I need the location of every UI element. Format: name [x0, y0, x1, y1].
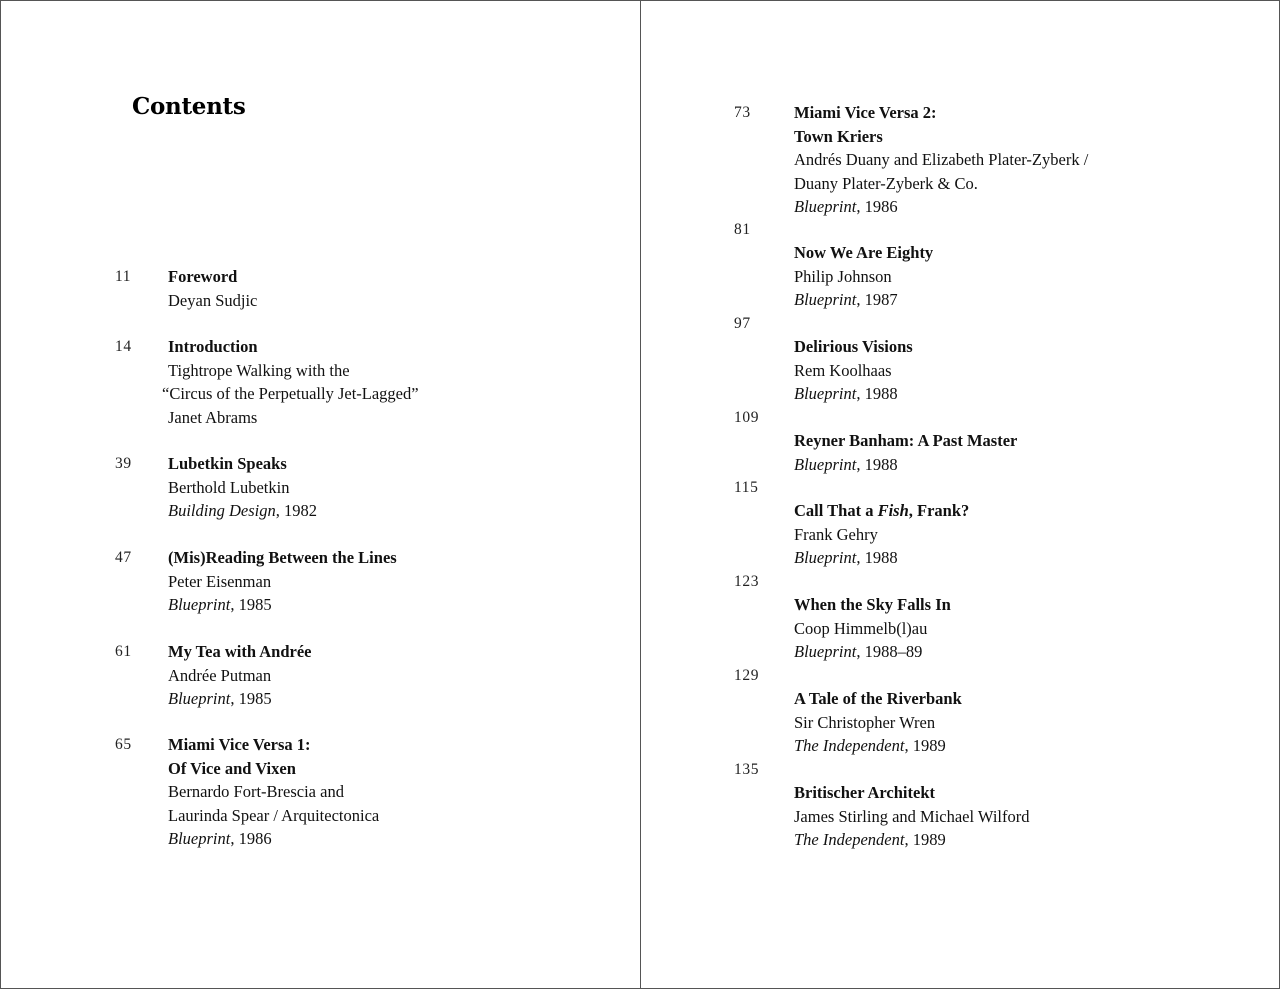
- toc-entry-author: Janet Abrams: [168, 407, 258, 427]
- publication-year: , 1985: [230, 689, 272, 708]
- toc-entry-author: Sir Christopher Wren: [794, 712, 936, 732]
- publication-year: , 1988–89: [856, 642, 923, 661]
- toc-entry-title: Town Kriers: [794, 126, 883, 146]
- publication-year: , 1988: [856, 454, 898, 474]
- toc-entry-source: [168, 593, 397, 617]
- toc-entry-title: Miami Vice Versa 2:: [794, 103, 937, 122]
- publication-year: , 1987: [856, 290, 898, 309]
- toc-entry-source: [794, 288, 933, 312]
- toc-entry[interactable]: [168, 546, 397, 617]
- toc-entry[interactable]: [168, 733, 379, 851]
- toc-page-number: 109: [734, 409, 760, 426]
- toc-entry-source: [168, 687, 311, 711]
- toc-page-number: 65: [115, 736, 132, 753]
- title-text: , Frank?: [908, 501, 970, 520]
- title-text: Call That a: [794, 501, 878, 520]
- publication-name: Blueprint: [794, 548, 857, 567]
- toc-page-number: 73: [734, 104, 751, 121]
- toc-entry-title: Miami Vice Versa 1:: [168, 735, 311, 754]
- publication-year: , 1985: [230, 595, 272, 614]
- toc-page-number: 129: [734, 667, 760, 684]
- toc-entry-title: Reyner Banham: A Past Master: [794, 431, 1018, 450]
- toc-entry-author: Tightrope Walking with the: [168, 360, 350, 380]
- contents-heading: Contents: [132, 93, 246, 120]
- toc-entry-author: “Circus of the Perpetually Jet-Lagged”: [162, 384, 419, 403]
- toc-entry-author: Coop Himmelb(l)au: [794, 618, 928, 638]
- toc-entry-author: Frank Gehry: [794, 524, 878, 544]
- toc-page-number: 135: [734, 761, 760, 778]
- publication-name: Blueprint: [168, 689, 231, 708]
- toc-entry-source: [794, 453, 1017, 477]
- toc-page-number: 123: [734, 573, 760, 590]
- publication-year: , 1982: [275, 501, 317, 520]
- toc-entry-author: Philip Johnson: [794, 266, 892, 286]
- publication-year: , 1986: [856, 197, 898, 216]
- toc-page-number: 14: [115, 338, 132, 355]
- toc-entry-author: Rem Koolhaas: [794, 360, 892, 380]
- publication-name: Blueprint: [794, 454, 857, 474]
- publication-name: Blueprint: [168, 595, 231, 614]
- toc-entry[interactable]: [168, 265, 257, 312]
- publication-year: , 1989: [904, 830, 946, 849]
- toc-entry-source: [168, 827, 379, 851]
- publication-name: Blueprint: [168, 829, 231, 848]
- toc-entry-author: Andrée Putman: [168, 665, 272, 685]
- toc-entry[interactable]: [794, 335, 913, 406]
- toc-page-number: 81: [734, 221, 751, 238]
- toc-entry[interactable]: [168, 640, 311, 711]
- toc-entry-title: [794, 499, 969, 523]
- toc-entry[interactable]: [794, 101, 1088, 219]
- publication-year: , 1986: [230, 829, 272, 848]
- publication-name: Blueprint: [794, 642, 857, 661]
- toc-page-number: 115: [734, 479, 759, 496]
- page-gutter: [640, 1, 641, 988]
- toc-entry[interactable]: [168, 452, 317, 523]
- toc-entry-title: A Tale of the Riverbank: [794, 689, 962, 708]
- toc-entry-title: Now We Are Eighty: [794, 243, 934, 262]
- toc-entry-title: Lubetkin Speaks: [168, 454, 287, 473]
- toc-entry[interactable]: [794, 687, 962, 758]
- toc-page-number: 97: [734, 315, 751, 332]
- toc-entry[interactable]: [794, 593, 951, 664]
- publication-name: The Independent: [794, 736, 905, 755]
- toc-entry-title: (Mis)Reading Between the Lines: [168, 548, 397, 567]
- toc-entry[interactable]: [794, 429, 1017, 476]
- toc-entry-title: When the Sky Falls In: [794, 595, 951, 614]
- toc-entry-title: Britischer Architekt: [794, 783, 935, 802]
- toc-entry-source: [794, 640, 951, 664]
- toc-entry-author: Duany Plater-Zyberk & Co.: [794, 173, 978, 193]
- toc-entry-source: [794, 546, 969, 570]
- toc-entry[interactable]: [794, 241, 933, 312]
- toc-entry-author: Andrés Duany and Elizabeth Plater-Zyberk /: [794, 150, 1089, 169]
- toc-entry-source: [794, 382, 913, 406]
- toc-page-number: 39: [115, 455, 132, 472]
- publication-name: Blueprint: [794, 197, 857, 216]
- toc-entry-title: My Tea with Andrée: [168, 642, 312, 661]
- toc-entry-source: [794, 828, 1030, 852]
- toc-entry-author: Bernardo Fort-Brescia and: [168, 782, 344, 801]
- toc-entry-title: Of Vice and Vixen: [168, 758, 296, 778]
- toc-entry[interactable]: [162, 335, 419, 429]
- toc-entry-author: Berthold Lubetkin: [168, 477, 290, 497]
- toc-entry[interactable]: [794, 499, 969, 570]
- toc-entry-author: James Stirling and Michael Wilford: [794, 806, 1030, 826]
- toc-entry-source: [794, 195, 1088, 219]
- toc-entry-source: [794, 734, 962, 758]
- toc-entry-title: Introduction: [168, 337, 258, 356]
- publication-name: Blueprint: [794, 384, 857, 403]
- publication-year: , 1988: [856, 384, 898, 403]
- toc-entry-author: Deyan Sudjic: [168, 290, 258, 310]
- toc-entry-title: Delirious Visions: [794, 337, 913, 356]
- publication-name: The Independent: [794, 830, 905, 849]
- publication-year: , 1988: [856, 548, 898, 567]
- publication-name: Blueprint: [794, 290, 857, 309]
- toc-entry[interactable]: [794, 781, 1030, 852]
- toc-page-number: 47: [115, 549, 132, 566]
- toc-entry-title: Foreword: [168, 267, 238, 286]
- toc-page-number: 61: [115, 643, 132, 660]
- toc-entry-source: [168, 499, 317, 523]
- publication-name: Building Design: [168, 501, 276, 520]
- toc-entry-author: Peter Eisenman: [168, 571, 272, 591]
- publication-year: , 1989: [904, 736, 946, 755]
- title-emphasis: Fish: [877, 501, 909, 520]
- toc-entry-author: Laurinda Spear / Arquitectonica: [168, 805, 380, 825]
- toc-page-number: 11: [115, 268, 132, 285]
